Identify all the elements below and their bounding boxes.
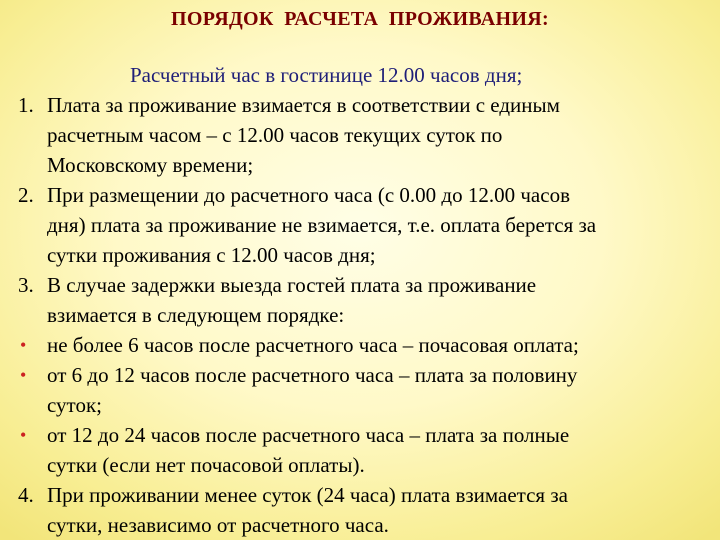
list-item-text: дня) плата за проживание не взимается, т.е. оплата берется за [47, 213, 597, 237]
list-item-text: от 12 до 24 часов после расчетного часа – плата за полные [47, 423, 570, 447]
rules-list [0, 90, 720, 540]
list-item-3 [0, 270, 720, 330]
bullet-item-up-to-6-hours [0, 330, 720, 360]
bullet-icon: • [20, 365, 27, 385]
list-number: 4. [18, 483, 34, 507]
list-item-text: Московскому времени; [47, 153, 254, 177]
list-item-1 [0, 90, 720, 180]
bullet-item-12-to-24-hours [0, 420, 720, 480]
list-item-2 [0, 180, 720, 270]
list-item-text: В случае задержки выезда гостей плата за проживание [47, 273, 537, 297]
list-item-4 [0, 480, 720, 540]
list-number: 1. [18, 93, 34, 117]
list-item-text: сутки проживания с 12.00 часов дня; [47, 243, 376, 267]
list-item-text: сутки, независимо от расчетного часа. [47, 513, 389, 537]
list-number: 2. [18, 183, 34, 207]
checkout-time-subtitle: Расчетный час в гостинице 12.00 часов дня; [130, 63, 523, 87]
list-item-text: взимается в следующем порядке: [47, 303, 345, 327]
bullet-icon: • [20, 335, 27, 355]
list-item-text: от 6 до 12 часов после расчетного часа – плата за половину [47, 363, 578, 387]
bullet-icon: • [20, 425, 27, 445]
list-item-text: не более 6 часов после расчетного часа – почасовая оплата; [47, 333, 579, 357]
list-number: 3. [18, 273, 34, 297]
list-item-text: Плата за проживание взимается в соответствии с единым [47, 93, 560, 117]
list-item-text: При размещении до расчетного часа (с 0.00 до 12.00 часов [47, 183, 570, 207]
bullet-item-6-to-12-hours [0, 360, 720, 420]
slide-title: ПОРЯДОК РАСЧЕТА ПРОЖИВАНИЯ: [171, 8, 549, 30]
list-item-text: При проживании менее суток (24 часа) плата взимается за [47, 483, 568, 507]
list-item-text: суток; [47, 393, 102, 417]
list-item-text: расчетным часом – с 12.00 часов текущих суток по [47, 123, 503, 147]
list-item-text: сутки (если нет почасовой оплаты). [47, 453, 365, 477]
